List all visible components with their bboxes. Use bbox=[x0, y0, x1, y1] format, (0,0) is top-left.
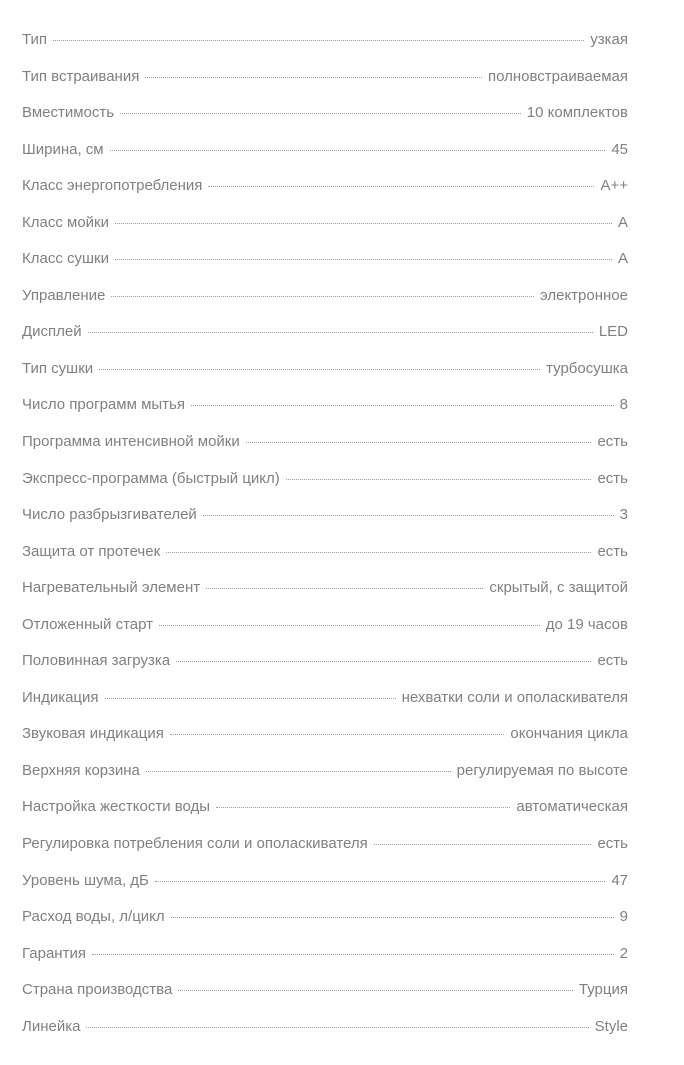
spec-label: Защита от протечек bbox=[22, 542, 161, 560]
spec-row bbox=[22, 607, 628, 644]
spec-label: Тип bbox=[22, 31, 48, 48]
spec-label: Число программ мытья bbox=[22, 396, 185, 414]
dotted-leader bbox=[53, 39, 584, 41]
spec-value: есть bbox=[597, 542, 628, 560]
spec-label: Нагревательный элемент bbox=[22, 579, 201, 597]
spec-row bbox=[22, 387, 628, 424]
spec-value: есть bbox=[597, 835, 628, 853]
spec-value: A++ bbox=[600, 177, 628, 195]
spec-row bbox=[22, 278, 628, 315]
spec-row bbox=[22, 753, 628, 790]
spec-row bbox=[22, 1009, 628, 1046]
spec-row bbox=[22, 826, 628, 863]
spec-value: окончания цикла bbox=[510, 725, 628, 743]
dotted-leader bbox=[115, 222, 612, 224]
spec-label: Вместимость bbox=[22, 104, 115, 122]
spec-row bbox=[22, 534, 628, 571]
dotted-leader bbox=[92, 953, 614, 955]
spec-value: есть bbox=[597, 469, 628, 487]
spec-row bbox=[22, 643, 628, 680]
spec-label: Регулировка потребления соли и ополаскивателя bbox=[22, 835, 368, 853]
spec-value: A bbox=[617, 213, 628, 231]
dotted-leader bbox=[178, 989, 573, 991]
dotted-leader bbox=[99, 368, 540, 370]
spec-value: 9 bbox=[619, 908, 628, 926]
dotted-leader bbox=[286, 478, 592, 480]
spec-row bbox=[22, 59, 628, 96]
dotted-leader bbox=[88, 331, 593, 333]
dotted-leader bbox=[115, 258, 612, 260]
spec-row bbox=[22, 22, 628, 59]
dotted-leader bbox=[155, 880, 605, 882]
dotted-leader bbox=[170, 733, 505, 735]
dotted-leader bbox=[86, 1026, 588, 1028]
spec-row bbox=[22, 314, 628, 351]
spec-label: Половинная загрузка bbox=[22, 652, 171, 670]
spec-row bbox=[22, 205, 628, 242]
spec-label: Дисплей bbox=[22, 323, 82, 341]
spec-label: Число разбрызгивателей bbox=[22, 506, 197, 524]
dotted-leader bbox=[145, 76, 482, 78]
spec-label: Линейка bbox=[22, 1017, 81, 1035]
spec-row bbox=[22, 863, 628, 900]
dotted-leader bbox=[176, 660, 591, 662]
spec-label: Верхняя корзина bbox=[22, 761, 140, 779]
spec-row bbox=[22, 497, 628, 534]
spec-label: Настройка жесткости воды bbox=[22, 798, 211, 816]
spec-row bbox=[22, 680, 628, 717]
spec-label: Тип встраивания bbox=[22, 67, 140, 85]
spec-row bbox=[22, 95, 628, 132]
spec-row bbox=[22, 461, 628, 498]
spec-label: Расход воды, л/цикл bbox=[22, 908, 165, 926]
spec-label: Класс энергопотребления bbox=[22, 177, 203, 195]
spec-row bbox=[22, 899, 628, 936]
spec-value: электронное bbox=[540, 286, 628, 304]
spec-value: скрытый, с защитой bbox=[489, 579, 628, 597]
dotted-leader bbox=[110, 149, 606, 151]
spec-value: 2 bbox=[619, 944, 628, 962]
dotted-leader bbox=[166, 551, 591, 553]
spec-label: Программа интенсивной мойки bbox=[22, 433, 240, 451]
spec-label: Тип сушки bbox=[22, 359, 94, 377]
specifications-list bbox=[22, 22, 628, 1045]
spec-value: полновстраиваемая bbox=[487, 67, 628, 85]
spec-label: Отложенный старт bbox=[22, 615, 154, 633]
spec-row bbox=[22, 132, 628, 169]
dotted-leader bbox=[374, 843, 592, 845]
dotted-leader bbox=[120, 112, 521, 114]
spec-value: LED bbox=[598, 323, 628, 341]
dotted-leader bbox=[171, 916, 614, 918]
spec-value: нехватки соли и ополаскивателя bbox=[401, 688, 628, 706]
dotted-leader bbox=[159, 624, 540, 626]
spec-value: до 19 часов bbox=[545, 615, 628, 633]
spec-label: Звуковая индикация bbox=[22, 725, 164, 743]
spec-row bbox=[22, 241, 628, 278]
spec-label: Класс мойки bbox=[22, 213, 109, 231]
spec-value: автоматическая bbox=[516, 798, 628, 816]
dotted-leader bbox=[216, 806, 510, 808]
spec-value: 45 bbox=[611, 140, 628, 158]
spec-value: Style bbox=[594, 1017, 628, 1035]
spec-row bbox=[22, 424, 628, 461]
spec-value: регулируемая по высоте bbox=[456, 761, 628, 779]
spec-label: Класс сушки bbox=[22, 250, 109, 268]
spec-label: Гарантия bbox=[22, 944, 86, 962]
spec-value: 3 bbox=[619, 506, 628, 524]
spec-value: узкая bbox=[590, 31, 628, 48]
spec-value: есть bbox=[597, 433, 628, 451]
dotted-leader bbox=[206, 587, 483, 589]
spec-value: 10 комплектов bbox=[526, 104, 628, 122]
spec-row bbox=[22, 168, 628, 205]
spec-label: Управление bbox=[22, 286, 106, 304]
dotted-leader bbox=[111, 295, 534, 297]
dotted-leader bbox=[203, 514, 614, 516]
dotted-leader bbox=[105, 697, 396, 699]
spec-label: Ширина, см bbox=[22, 140, 104, 158]
spec-row bbox=[22, 972, 628, 1009]
dotted-leader bbox=[208, 185, 594, 187]
dotted-leader bbox=[191, 404, 614, 406]
spec-value: есть bbox=[597, 652, 628, 670]
spec-label: Экспресс-программа (быстрый цикл) bbox=[22, 469, 280, 487]
spec-label: Страна производства bbox=[22, 981, 173, 999]
spec-value: A bbox=[617, 250, 628, 268]
spec-row bbox=[22, 716, 628, 753]
dotted-leader bbox=[246, 441, 592, 443]
spec-label: Уровень шума, дБ bbox=[22, 871, 149, 889]
spec-row bbox=[22, 936, 628, 973]
dotted-leader bbox=[146, 770, 451, 772]
spec-value: турбосушка bbox=[546, 359, 628, 377]
spec-label: Индикация bbox=[22, 688, 99, 706]
spec-row bbox=[22, 570, 628, 607]
spec-row bbox=[22, 789, 628, 826]
spec-value: 47 bbox=[611, 871, 628, 889]
spec-value: Турция bbox=[578, 981, 628, 999]
spec-value: 8 bbox=[619, 396, 628, 414]
spec-row bbox=[22, 351, 628, 388]
